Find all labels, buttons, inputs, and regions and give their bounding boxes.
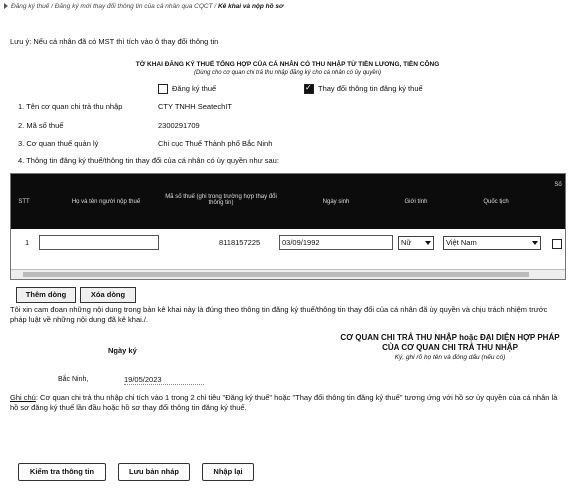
authority-note: Ký, ghi rõ họ tên và đóng dấu (nếu có)	[394, 354, 506, 361]
breadcrumb-path[interactable]: Đăng ký thuế / Đăng ký mới thay đổi thông tin của cá nhân qua CQCT /	[11, 3, 218, 10]
col-stt: STT	[18, 199, 30, 205]
scroll-thumb[interactable]	[23, 272, 529, 277]
dob-input[interactable]: 03/09/1992	[279, 235, 393, 250]
row-stt: 1	[25, 238, 30, 247]
gender-value: Nữ	[401, 238, 412, 247]
col-mst: Mã số thuế (ghi trong trường hợp thay đổi thông tin)	[165, 194, 277, 206]
nationality-select[interactable]	[443, 236, 541, 250]
col-gender: Giới tính	[404, 199, 428, 205]
gender-select[interactable]	[398, 236, 434, 250]
sign-date-label: Ngày ký	[108, 346, 137, 355]
footnote	[10, 393, 565, 413]
register-option[interactable]	[158, 84, 216, 94]
chevron-down-icon	[425, 241, 431, 245]
breadcrumb-arrow-icon	[4, 3, 8, 9]
save-draft-button[interactable]: Lưu bản nháp	[118, 463, 190, 481]
col-name: Họ và tên người nộp thuế	[71, 199, 141, 205]
grid-scrollbar[interactable]	[11, 269, 565, 279]
taxpayer-name-input[interactable]	[39, 235, 159, 250]
taxpayer-grid	[10, 173, 566, 280]
mst-note: Lưu ý: Nếu cá nhân đã có MST thì tích vào ô thay đổi thông tin	[10, 37, 219, 46]
change-option[interactable]	[304, 84, 423, 94]
form-title: TỜ KHAI ĐĂNG KÝ THUẾ TỔNG HỢP CỦA CÁ NHÂN CÓ THU NHẬP TỪ TIỀN LƯƠNG, TIỀN CÔNG	[135, 61, 440, 68]
col-dob: Ngày sinh	[322, 199, 350, 205]
payer-name-label: 1. Tên cơ quan chi trả thu nhập	[18, 102, 123, 111]
breadcrumb-current: Kê khai và nộp hồ sơ	[217, 3, 284, 10]
delete-row-button[interactable]: Xóa dòng	[80, 287, 136, 303]
commitment-text: Tôi xin cam đoan những nội dung trong bản kê khai này là đúng theo thông tin đăng ký thuế/thông tin thay đổi của cá nhân đã ủy quyền và chịu trách nhiệm trước pháp luật về những nội dung đã kê khai./.	[10, 305, 548, 324]
footnote-text: : Cơ quan chi trả thu nhập chỉ tích vào 1 trong 2 chỉ tiêu "Đăng ký thuế" hoặc "Thay đổi thông tin đăng ký thuế" tương ứng với hồ sơ ủy quyền của cá nhân là hồ sơ đăng ký thuế lần đầu hoặc hồ sơ thay đổi thông tin đăng ký thuế.	[10, 393, 558, 412]
tax-code-value: 2300291709	[158, 121, 200, 130]
tax-code-label: 2. Mã số thuế	[18, 121, 64, 130]
breadcrumb	[4, 3, 283, 10]
reset-button[interactable]: Nhập lại	[202, 463, 254, 481]
tax-office-label: 3. Cơ quan thuế quản lý	[18, 139, 99, 148]
form-subtitle: (Dùng cho cơ quan chi trả thu nhập đăng ký cho cá nhân có ủy quyền)	[193, 70, 382, 76]
register-label: Đăng ký thuế	[172, 84, 217, 93]
add-row-button[interactable]: Thêm dòng	[16, 287, 76, 303]
row-checkbox[interactable]	[552, 239, 562, 249]
tax-office-value: Chi cục Thuế Thành phố Bắc Ninh	[158, 139, 273, 148]
col-extra: Số	[554, 182, 562, 188]
authority-line1: CƠ QUAN CHI TRẢ THU NHẬP hoặc ĐẠI DIỆN HỢP PHÁP	[340, 333, 560, 342]
grid-header	[11, 174, 565, 229]
footnote-label: Ghi chú	[10, 393, 36, 402]
chevron-down-icon	[532, 241, 538, 245]
nationality-value: Việt Nam	[446, 238, 477, 247]
sign-place: Bắc Ninh,	[58, 376, 89, 383]
payer-name-value: CTY TNHH SeatechIT	[158, 102, 232, 111]
register-checkbox[interactable]	[158, 84, 168, 94]
check-info-button[interactable]: Kiểm tra thông tin	[18, 463, 106, 481]
sign-date-input[interactable]: 19/05/2023	[124, 375, 204, 385]
row-mst[interactable]: 8118157225	[219, 238, 261, 247]
change-checkbox[interactable]	[304, 84, 314, 94]
authority-line2: CỦA CƠ QUAN CHI TRẢ THU NHẬP	[382, 343, 518, 352]
change-label: Thay đổi thông tin đăng ký thuế	[318, 84, 423, 93]
col-nationality: Quốc tịch	[483, 199, 509, 205]
section4-label: 4. Thông tin đăng ký thuế/thông tin thay đổi của cá nhân có ủy quyền như sau:	[18, 156, 279, 165]
